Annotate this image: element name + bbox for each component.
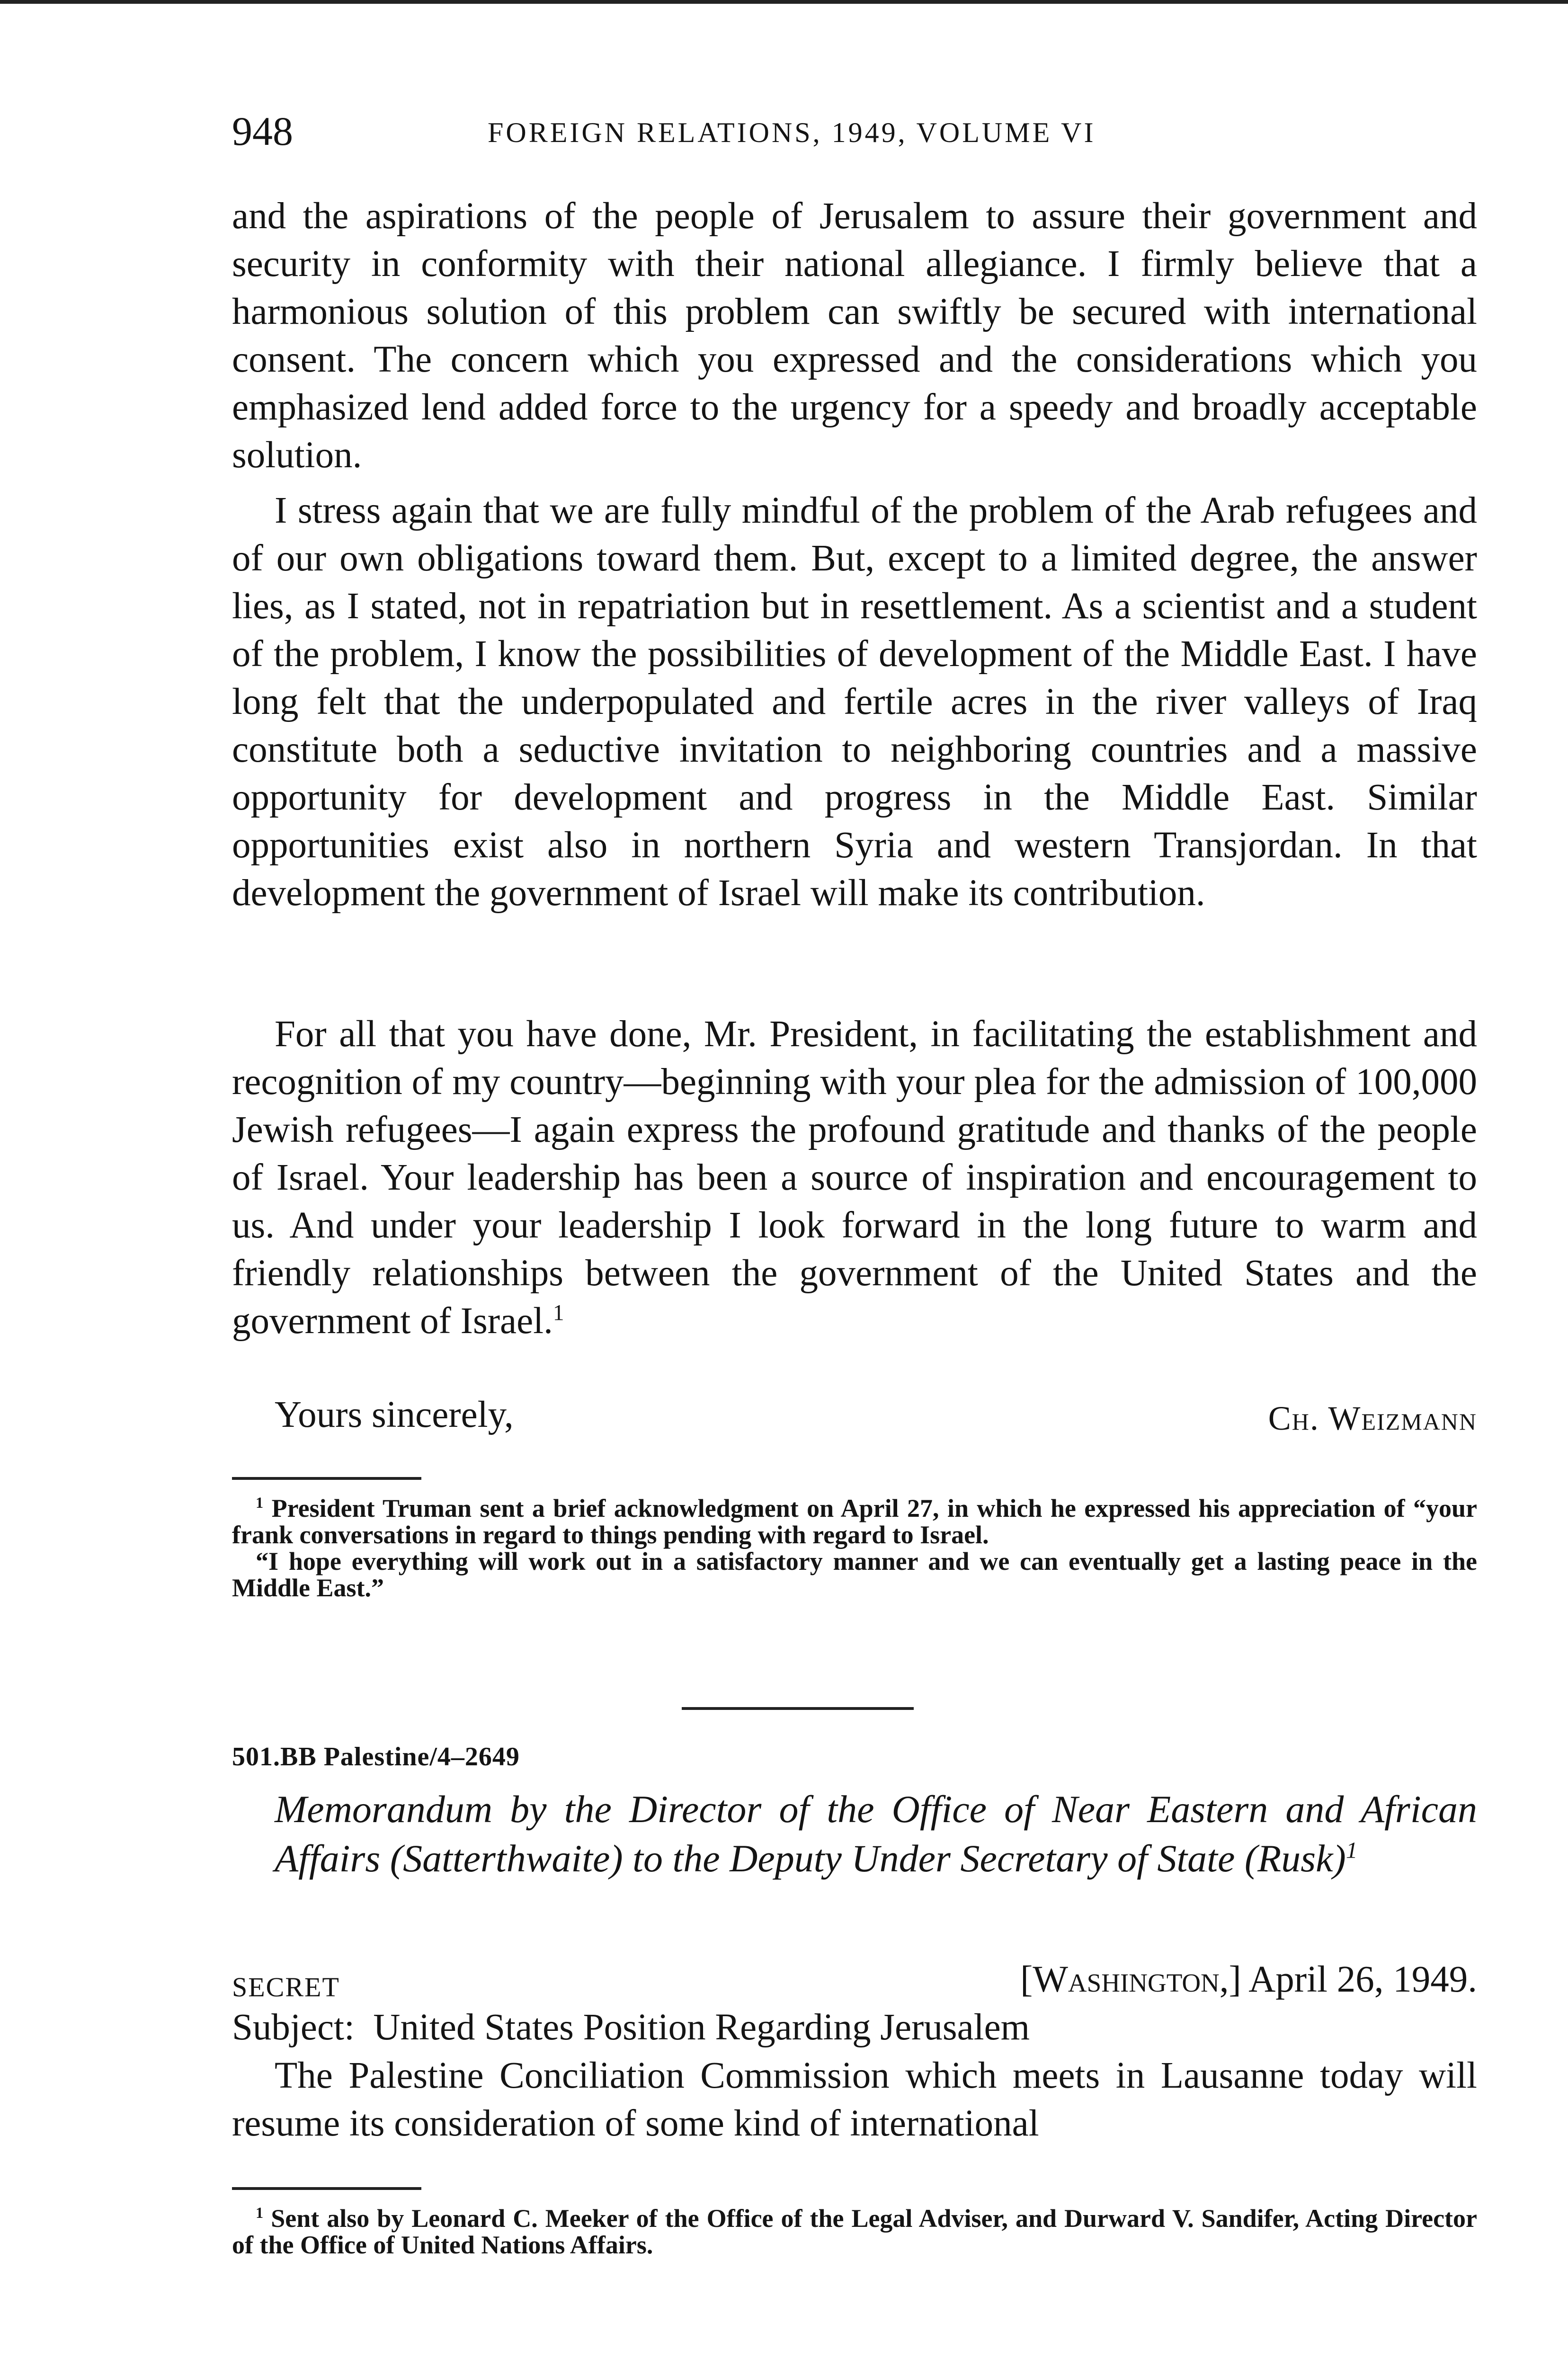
footnote-marker: 1	[552, 1300, 564, 1326]
footnote-rule	[232, 1477, 421, 1480]
paragraph-arab-refugees	[232, 487, 1477, 917]
document-title-text: Memorandum by the Director of the Office of Near Eastern and African Affairs (Satterthwaite) to the Deputy Under Secretary of State (Rusk)	[275, 1788, 1477, 1880]
footnote-truman-line-1	[232, 1495, 1477, 1548]
paragraph-gratitude	[232, 1010, 1477, 1345]
dateline	[1020, 1956, 1477, 2003]
page-header	[232, 110, 1477, 152]
footnote-meeker	[232, 2205, 1477, 2258]
running-head: FOREIGN RELATIONS, 1949, VOLUME VI	[488, 117, 1096, 148]
paragraph-commission	[232, 2052, 1477, 2147]
file-code: 501.BB Palestine/4–2649	[232, 1742, 520, 1771]
dateline-date: April 26, 1949.	[1248, 1959, 1477, 2000]
paragraph-continuation	[232, 192, 1477, 479]
footnote-truman-text-1: President Truman sent a brief acknowledgment on April 27, in which he expressed his appreciation of “your frank conversations in regard to things pending with regard to Israel.	[232, 1494, 1477, 1549]
page-number: 948	[232, 108, 293, 154]
footnote-number-2: 1	[256, 2205, 264, 2222]
subject-label: Subject:	[232, 2007, 355, 2048]
closing-salutation: Yours sincerely,	[275, 1394, 514, 1435]
paragraph-continuation-text: and the aspirations of the people of Jerusalem to assure their government and security in conformity with their national allegiance. I firmly believe that a harmonious solution of this problem can swiftly be secured with international consent. The concern which you expressed and the considerations which you emphasized lend added force to the urgency for a speedy and broadly acceptable solution.	[232, 196, 1477, 476]
paragraph-gratitude-body: For all that you have done, Mr. President, in facilitating the establishment and recognition of my country—beginning with your plea for the admission of 100,000 Jewish refugees—I again express the profound gratitude and thanks of the people of Israel. Your leadership has been a source of inspiration and encouragement to us. And under your leadership I look forward in the long future to warm and friendly relationships between the government of the United States and the government of Israel.	[232, 1014, 1477, 1342]
dateline-place: [Washington,]	[1020, 1959, 1241, 2000]
subject-text: United States Position Regarding Jerusalem	[373, 2007, 1030, 2048]
footnote-meeker-text: Sent also by Leonard C. Meeker of the Office of the Legal Adviser, and Durward V. Sandifer, Acting Director of the Office of United Nations Affairs.	[232, 2204, 1478, 2259]
classification-dateline-row	[232, 1956, 1477, 2003]
title-footnote-marker: 1	[1345, 1837, 1358, 1863]
paragraph-arab-refugees-text: I stress again that we are fully mindful of the problem of the Arab refugees and of our own obligations toward them. But, except to a limited degree, the answer lies, as I stated, not in repatriation but in resettlement. As a scientist and a student of the problem, I know the possibilities of development of the Middle East. I have long felt that the underpopulated and fertile acres in the river valleys of Iraq constitute both a seductive invitation to neighboring countries and a massive opportunity for development and progress in the Middle East. Similar opportunities exist also in northern Syria and western Transjordan. In that development the government of Israel will make its contribution.	[232, 490, 1477, 914]
footnote-meeker-line	[232, 2205, 1477, 2258]
document-title	[232, 1785, 1477, 1883]
paragraph-gratitude-text	[232, 1010, 1477, 1345]
letter-closing	[232, 1391, 1477, 1439]
classification-label: SECRET	[232, 1972, 340, 2002]
footnote-truman	[232, 1495, 1477, 1601]
subject-line	[232, 2003, 1477, 2051]
signature: Ch. Weizmann	[1268, 1399, 1477, 1437]
section-divider	[682, 1707, 914, 1710]
top-edge-rule	[0, 0, 1568, 4]
footnote-truman-text-2: “I hope everything will work out in a satisfactory manner and we can eventually get a lasting peace in the Middle East.”	[232, 1547, 1477, 1602]
footnote-number: 1	[256, 1495, 264, 1512]
footnote-rule-2	[232, 2187, 421, 2190]
paragraph-commission-text: The Palestine Conciliation Commission which meets in Lausanne today will resume its consideration of some kind of international	[232, 2055, 1477, 2144]
